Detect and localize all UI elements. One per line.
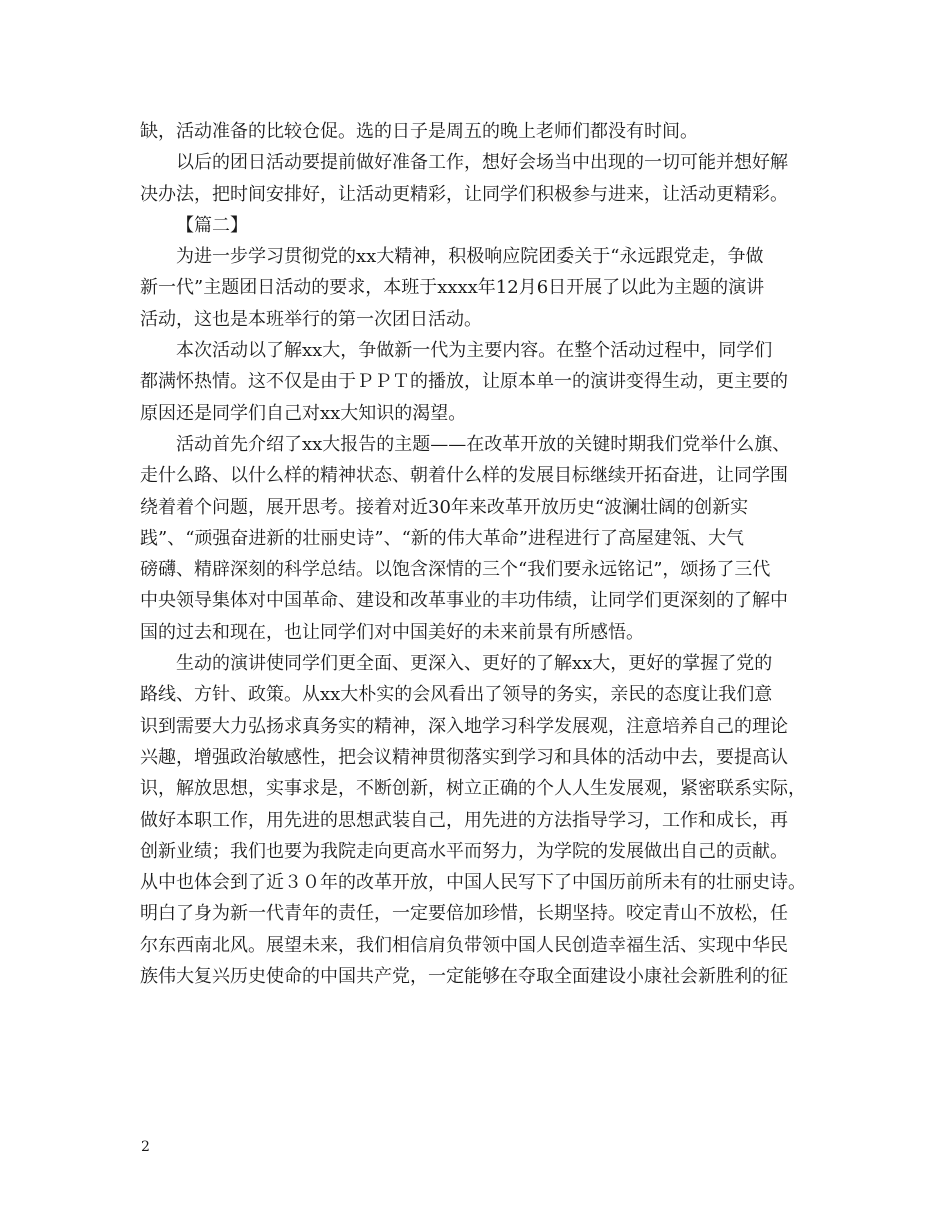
text-line: 尔东西南北风。展望未来，我们相信肩负带领中国人民创造幸福生活、实现中华民	[140, 934, 788, 956]
text-line: 做好本职工作，用先进的思想武装自己，用先进的方法指导学习，工作和成长，再	[140, 809, 788, 831]
text-line: 活动首先介绍了xx大报告的主题——在改革开放的关键时期我们党举什么旗、	[176, 433, 791, 455]
text-line: 原因还是同学们自己对xx大知识的渴望。	[140, 402, 467, 424]
text-line: 兴趣，增强政治敏感性，把会议精神贯彻落实到学习和具体的活动中去，要提高认	[140, 746, 788, 768]
text-line: 识到需要大力弘扬求真务实的精神，深入地学习科学发展观，注意培养自己的理论	[140, 715, 788, 737]
text-line: 缺，活动准备的比较仓促。选的日子是周五的晚上老师们都没有时间。	[140, 121, 698, 142]
text-line: 活动，这也是本班举行的第一次团日活动。	[140, 308, 482, 330]
text-line: 创新业绩；我们也要为我院走向更高水平而努力，为学院的发展做出自己的贡献。	[140, 840, 788, 862]
text-line: 磅礴、精辟深刻的科学总结。以饱含深情的三个“我们要永远铭记”，颂扬了三代	[140, 559, 771, 581]
text-line: 识，解放思想，实事求是，不断创新，树立正确的个人人生发展观，紧密联系实际，	[140, 778, 806, 800]
text-line: 中央领导集体对中国革命、建设和改革事业的丰功伟绩，让同学们更深刻的了解中	[140, 590, 788, 612]
text-line: 走什么路、以什么样的精神状态、朝着什么样的发展目标继续开拓奋进，让同学围	[140, 465, 788, 487]
text-line: 践”、“顽强奋进新的壮丽史诗”、“新的伟大革命”进程进行了高屋建瓴、大气	[140, 527, 745, 549]
text-line: 都满怀热情。这不仅是由于ＰＰＴ的播放，让原本单一的演讲变得生动，更主要的	[140, 371, 788, 393]
text-line: 从中也体会到了近３０年的改革开放，中国人民写下了中国历前所未有的壮丽史诗。	[140, 872, 806, 894]
text-line: 绕着着个问题，展开思考。接着对近30年来改革开放历史“波澜壮阔的创新实	[140, 496, 749, 518]
text-line: 新一代”主题团日活动的要求，本班于xxxx年12月6日开展了以此为主题的演讲	[140, 277, 765, 299]
text-line: 【篇二】	[176, 214, 248, 236]
text-line: 本次活动以了解xx大，争做新一代为主要内容。在整个活动过程中，同学们	[176, 340, 773, 362]
text-line: 族伟大复兴历史使命的中国共产党，一定能够在夺取全面建设小康社会新胜利的征	[140, 966, 788, 988]
page-number: 2	[141, 1139, 150, 1155]
text-line: 以后的团日活动要提前做好准备工作，想好会场当中出现的一切可能并想好解	[176, 152, 788, 174]
document-body	[140, 116, 812, 992]
text-line: 为进一步学习贯彻党的xx大精神，积极响应院团委关于“永远跟党走，争做	[176, 246, 764, 268]
text-line: 国的过去和现在，也让同学们对中国美好的未来前景有所感悟。	[140, 621, 644, 643]
text-line: 路线、方针、政策。从xx大朴实的会风看出了领导的务实，亲民的态度让我们意	[140, 684, 773, 706]
text-line: 决办法，把时间安排好，让活动更精彩，让同学们积极参与进来，让活动更精彩。	[140, 183, 788, 205]
text-line: 明白了身为新一代青年的责任，一定要倍加珍惜，长期坚持。咬定青山不放松，任	[140, 903, 788, 925]
text-line: 生动的演讲使同学们更全面、更深入、更好的了解xx大，更好的掌握了党的	[176, 653, 773, 675]
